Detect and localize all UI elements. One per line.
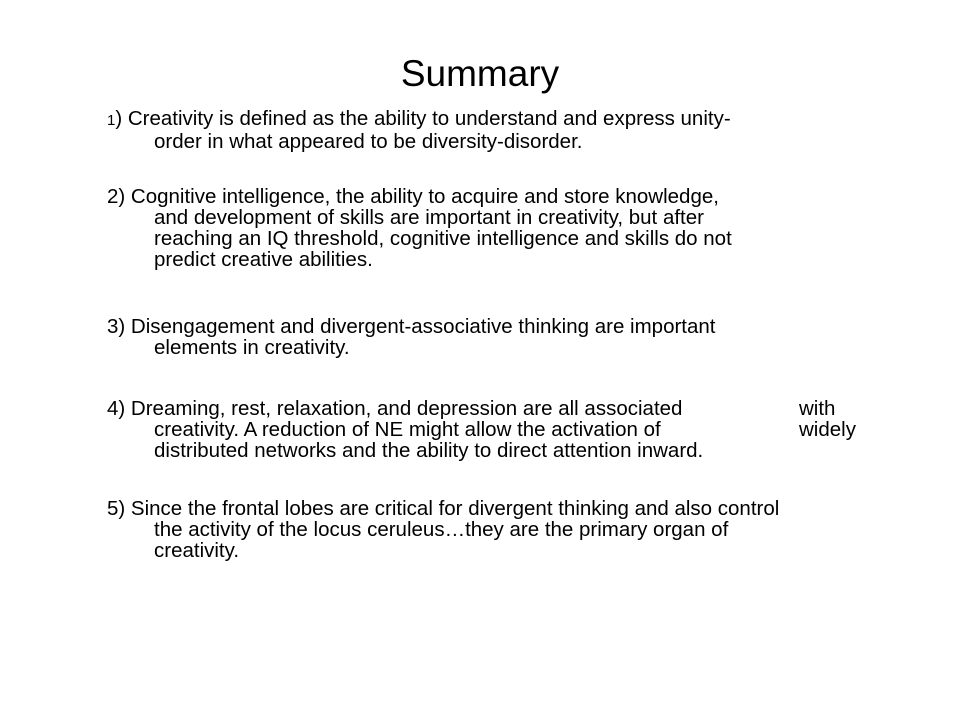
point-5-line-3: creativity. bbox=[154, 539, 240, 562]
point-4-line-2: creativity. A reduction of NE might allow the activation of widely bbox=[154, 418, 856, 441]
point-1-number: 1 bbox=[107, 112, 116, 129]
point-4-right-word-1: with bbox=[799, 397, 836, 420]
summary-point-2 bbox=[107, 186, 732, 270]
point-2-line-3: reaching an IQ threshold, cognitive intelligence and skills do not bbox=[154, 227, 732, 250]
point-5-line-1: 5) Since the frontal lobes are critical for divergent thinking and also control bbox=[107, 497, 780, 520]
point-3-line-2: elements in creativity. bbox=[154, 336, 350, 359]
summary-point-4 bbox=[107, 398, 856, 461]
point-2-line-1: 2) Cognitive intelligence, the ability to acquire and store knowledge, bbox=[107, 185, 719, 208]
point-4-line-1: 4) Dreaming, rest, relaxation, and depression are all associated with bbox=[107, 397, 836, 420]
point-2-line-2: and development of skills are important in creativity, but after bbox=[154, 206, 704, 229]
summary-point-1 bbox=[107, 108, 731, 152]
summary-point-3 bbox=[107, 316, 716, 358]
point-3-line-1: 3) Disengagement and divergent-associative thinking are important bbox=[107, 315, 716, 338]
point-4-line-3: distributed networks and the ability to direct attention inward. bbox=[154, 439, 704, 462]
point-4-right-word-2: widely bbox=[799, 418, 856, 441]
point-1-line-1: 1) Creativity is defined as the ability to understand and express unity- bbox=[107, 107, 731, 130]
point-5-line-2: the activity of the locus ceruleus…they are the primary organ of bbox=[154, 518, 729, 541]
point-2-line-4: predict creative abilities. bbox=[154, 248, 373, 271]
slide-title: Summary bbox=[400, 53, 560, 94]
point-1-line-2: order in what appeared to be diversity-disorder. bbox=[154, 130, 583, 153]
summary-point-5 bbox=[107, 498, 779, 561]
